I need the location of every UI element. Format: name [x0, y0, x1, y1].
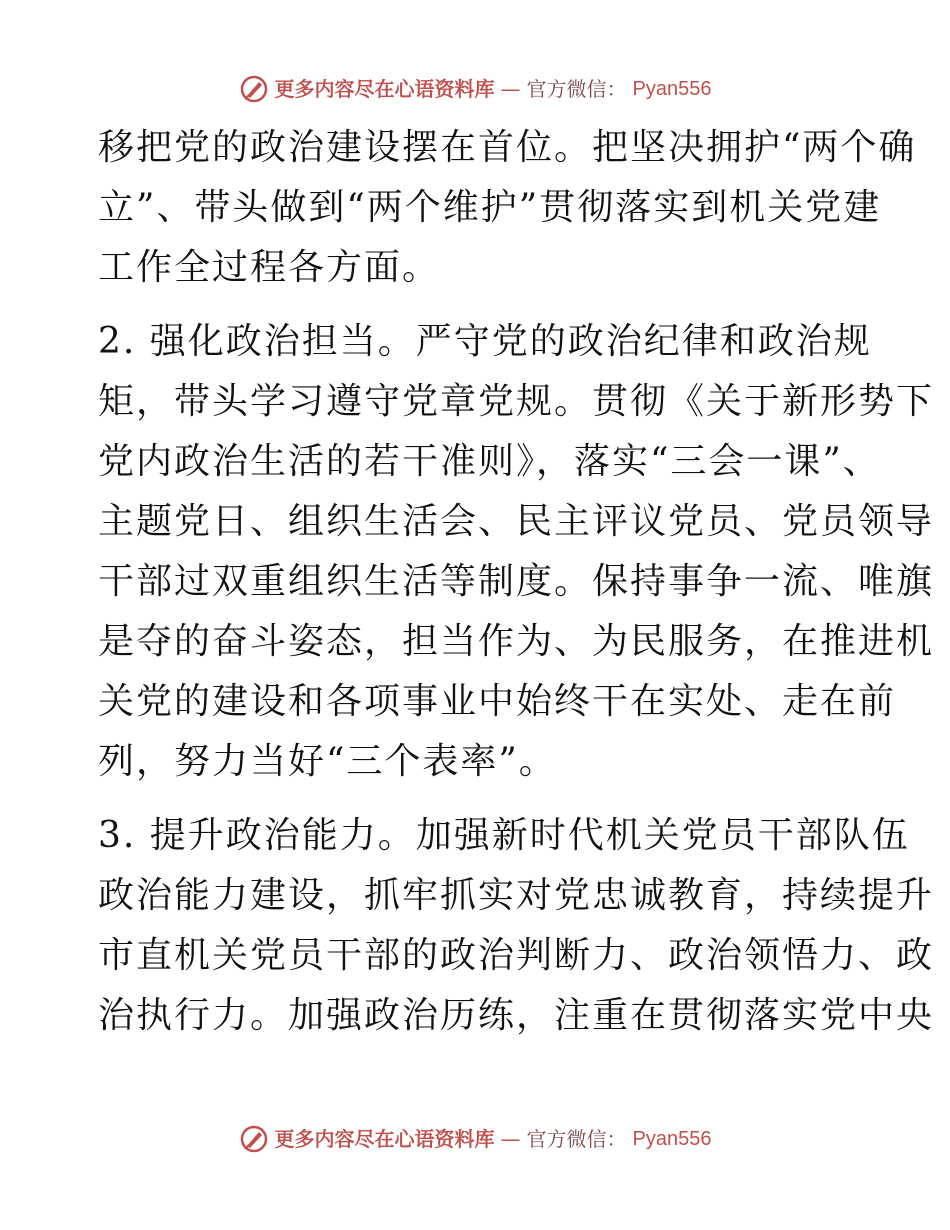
text-line: 矩，带头学习遵守党章党规。贯彻《关于新形势下 [98, 381, 935, 422]
text-line: 移把党的政治建设摆在首位。把坚决拥护“两个确 [98, 127, 917, 168]
text-line: 2. 强化政治担当。严守党的政治纪律和政治规 [98, 321, 872, 362]
watermark-wechat-label: 官方微信： [526, 1127, 627, 1151]
text-line: 主题党日、组织生活会、民主评议党员、党员领导 [98, 501, 935, 542]
watermark-wechat-id: Pyan556 [632, 78, 712, 100]
watermark-dash: — [500, 1127, 521, 1151]
document-body [98, 118, 935, 1046]
text-line: 3. 提升政治能力。加强新时代机关党员干部队伍 [98, 815, 910, 856]
text-line: 治执行力。加强政治历练，注重在贯彻落实党中央 [98, 995, 935, 1036]
text-line: 工作全过程各方面。 [98, 247, 441, 288]
header-watermark [0, 74, 950, 104]
text-line: 党内政治生活的若干准则》，落实“三会一课”、 [98, 441, 881, 482]
text-line: 干部过双重组织生活等制度。保持事争一流、唯旗 [98, 561, 935, 602]
paragraph-2 [98, 312, 935, 792]
paragraph-1 [98, 118, 917, 298]
paragraph-3 [98, 806, 935, 1046]
watermark-wechat-id: Pyan556 [632, 1128, 712, 1150]
watermark-dash: — [500, 77, 521, 101]
text-line: 政治能力建设，抓牢抓实对党忠诚教育，持续提升 [98, 875, 935, 916]
text-line: 市直机关党员干部的政治判断力、政治领悟力、政 [98, 935, 935, 976]
feather-pen-icon [239, 1124, 269, 1154]
watermark-wechat-label: 官方微信： [526, 77, 627, 101]
text-line: 是夺的奋斗姿态，担当作为、为民服务，在推进机 [98, 621, 935, 662]
watermark-brand-text: 更多内容尽在心语资料库 [274, 77, 495, 101]
feather-pen-icon [239, 74, 269, 104]
text-line: 列，努力当好“三个表率”。 [98, 741, 557, 782]
footer-watermark [0, 1124, 950, 1154]
text-line: 立”、带头做到“两个维护”贯彻落实到机关党建 [98, 187, 882, 228]
watermark-brand-text: 更多内容尽在心语资料库 [274, 1127, 495, 1151]
text-line: 关党的建设和各项事业中始终干在实处、走在前 [98, 681, 897, 722]
